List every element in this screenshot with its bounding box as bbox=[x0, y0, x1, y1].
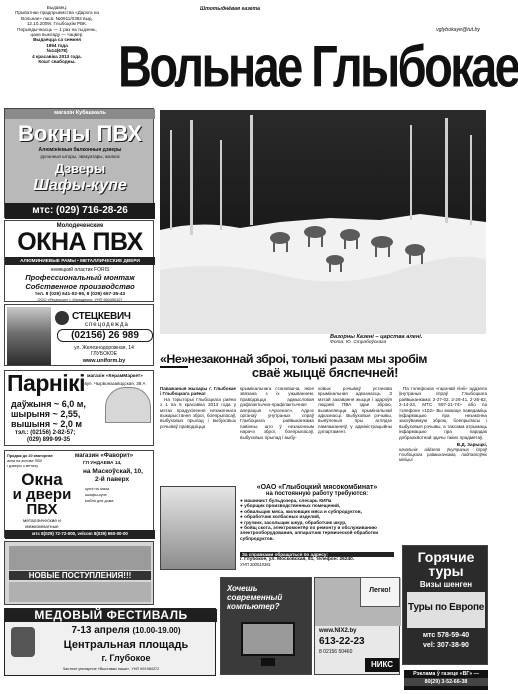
ad-computer-line: компьютер? bbox=[227, 602, 280, 611]
publisher-line: 12.10.2009г. Глыбоцкім РВК. bbox=[26, 21, 88, 27]
ad-web[interactable]: www.uniform.by bbox=[82, 358, 126, 364]
honey-jar-icon bbox=[11, 627, 35, 657]
article-column-3 bbox=[318, 386, 392, 482]
ad-phone: 8 02156 50460 bbox=[319, 649, 353, 655]
ad-honey-festival bbox=[4, 608, 216, 676]
jobs-contact-text: г. Глубокое, ул. Московская, 81, телефон: 26240. bbox=[240, 557, 355, 562]
ad-subline: Алюмініевыя балконныя дзверы bbox=[38, 147, 122, 153]
ad-headline: ОКНА ПВХ bbox=[17, 228, 143, 256]
ad-shop-name: магазін «КерамМаркет» bbox=[87, 374, 143, 379]
ad-service: шкафы-купэ bbox=[85, 493, 107, 497]
footer-label: Рэклама ў газеце «ВГ» — bbox=[413, 671, 479, 677]
article-paragraph: ховых рэчываў установа крымінальная адказнасць. З мэтай захавання жыцця і здароўя людзей ПВА здае зброю, вызваляецца ад крымінальнай адказнасці. Выбуховыя рэчывы, выяўленыя пры аглядзе памяшканняў, у адміністрацыйны дэпартамент. bbox=[318, 386, 392, 435]
ad-headline: и двери bbox=[12, 486, 72, 503]
publisher-line: Перыядычнасць — 1 раз на тыдзень, bbox=[17, 26, 97, 32]
issue-number: №14(678) bbox=[46, 48, 68, 54]
jobs-title: «ОАО «Глыбоцкий мясокомбинат» bbox=[256, 484, 378, 491]
ad-subline: спецодежда bbox=[85, 322, 129, 328]
festival-city: г. Глубокое bbox=[101, 653, 151, 663]
ad-phone: 613-22-23 bbox=[319, 636, 365, 647]
monitor-icon bbox=[241, 622, 295, 656]
ad-shop-name: магазін Кубашкаль bbox=[54, 110, 106, 116]
greenhouse-image bbox=[105, 387, 151, 423]
article-column-4 bbox=[399, 386, 487, 542]
photo-caption bbox=[330, 334, 490, 345]
ad-doors: Дзверы bbox=[54, 161, 106, 176]
ad-subline: металлические и межкомнатные bbox=[23, 519, 61, 530]
festival-title: МЕДОВЫЙ ФЕСТИВАЛЬ bbox=[34, 608, 188, 622]
tours-phone: vel: 307-38-90 bbox=[423, 642, 469, 649]
ad-service: кухні на заказ bbox=[85, 487, 110, 491]
publisher-line: Прыватнае прадпрыемства «Дарога на Вольнае» пасв. №0911/0362 выд. bbox=[15, 10, 99, 21]
ad-phone: (029) 899-99-35 bbox=[27, 437, 71, 443]
tours-title: туры bbox=[428, 563, 464, 579]
masthead-publisher-info bbox=[6, 5, 108, 95]
ad-phone: (02156) 26 989 bbox=[71, 330, 139, 341]
article-signature: В.Д. Зарыцкі, bbox=[456, 442, 487, 448]
ad-note: і дзверы з металу bbox=[7, 464, 39, 468]
publisher-label: Выдавец: bbox=[46, 5, 68, 10]
footer-ad-strip bbox=[404, 670, 488, 690]
ad-headline: Вокны ПВХ bbox=[17, 121, 143, 146]
ad-brand: СТЕЦКЕВИЧ bbox=[72, 311, 131, 322]
ad-note: Продаж до 20 кватэрнае bbox=[7, 454, 53, 458]
deer-photo-image bbox=[160, 110, 486, 334]
job-item: ● обработчик колбасных изделий, bbox=[240, 514, 321, 520]
ad-banner: НОВЫЕ ПОСТУПЛЕНИЯ!!! bbox=[9, 571, 151, 580]
tours-phone: мтс 578-59-40 bbox=[422, 632, 470, 639]
ad-install: Профессиональный монтаж bbox=[25, 273, 135, 282]
ad-address: вул. Чырвоназаводская, 38 А bbox=[84, 381, 146, 386]
job-item: ● грузчик, засольщик шкур, обработчик шкур, bbox=[240, 519, 347, 525]
photo-caption-text: Вазорны Казені – царства алені. bbox=[330, 334, 423, 340]
ad-city: ГЛУБОКОЕ bbox=[90, 351, 118, 357]
masthead-tagline: Штотыднёвая газета bbox=[200, 6, 261, 12]
job-item: ● бойщ скота, электромонтёр по ремонту и обслуживанию электрооборудования, аппаратчик термической обработки субпродуктов. bbox=[240, 525, 379, 541]
ad-headline: Окна bbox=[21, 470, 63, 489]
masthead-email: vglybokaye@tut.by bbox=[436, 27, 480, 33]
ad-image bbox=[9, 546, 151, 570]
article-signature-role: начальнік аддзела ўнутраных спраў Глыбоцкага райвыканкама, падпалкоўнік міліцыі bbox=[399, 447, 487, 463]
tours-europe: Туры по Европе bbox=[408, 602, 484, 613]
ad-hot-tours bbox=[402, 545, 488, 665]
issue-date: 4 красавіка 2013 года. bbox=[32, 53, 82, 59]
jobs-block bbox=[240, 484, 394, 550]
job-item: ● машинист бульдозера, слесарь КИПа bbox=[240, 498, 332, 503]
price-note: Кошт свабодны. bbox=[38, 59, 76, 65]
ad-doors-favorit bbox=[4, 450, 154, 538]
ad-subline: АЛЮМИНИЕВЫЕ РАМЫ • МЕТАЛЛИЧЕСКИЕ ДВЕРИ bbox=[20, 258, 140, 263]
jobs-unp: УНП 300019381 bbox=[240, 562, 271, 567]
ad-legko bbox=[360, 577, 400, 607]
ad-production: Собственное производство bbox=[25, 282, 135, 291]
jobs-contact-title: За справками обращаться по адресу: bbox=[240, 552, 394, 557]
ad-new-arrivals bbox=[4, 541, 154, 605]
ad-windows-molodechno bbox=[4, 220, 154, 302]
headline-line-1: незаконнай зброі, толькі разам мы зробім bbox=[187, 352, 427, 366]
festival-dates bbox=[37, 625, 215, 636]
ad-note: акна на аснове ПВХ bbox=[7, 459, 43, 463]
jobs-subtitle: на постоянную работу требуются: bbox=[265, 491, 369, 497]
deer-photo bbox=[160, 110, 486, 334]
ad-top: Молодеченские bbox=[56, 223, 104, 229]
ad-org: ООО «Ресенсон» г. Молодечно, УНП 690490107 bbox=[37, 298, 123, 302]
ad-profile: немецкий пластик FORIS bbox=[50, 267, 110, 273]
worker-image bbox=[7, 307, 51, 365]
festival-hours: (10.00-19.00) bbox=[132, 626, 181, 635]
publisher-line: Выдаецца са снежня bbox=[33, 37, 81, 43]
tours-title: Горячие bbox=[417, 549, 475, 565]
ad-stetskevich bbox=[4, 304, 154, 366]
jobs-contact bbox=[240, 552, 394, 570]
ad-addr: на Маскоўскай, 10, bbox=[83, 468, 143, 475]
ad-headline: ПВХ bbox=[26, 501, 58, 518]
publisher-line: 1994 года bbox=[46, 42, 68, 48]
ad-windows-kubashkal bbox=[4, 108, 154, 218]
headline-line-2: сваё жыццё бяспечней! bbox=[251, 365, 399, 380]
logo-icon bbox=[55, 311, 69, 325]
ad-shop-name: магазин «Фаворит» bbox=[74, 453, 134, 459]
ad-subline: рулонныя шторы, эвакуатары, жалюзі bbox=[40, 154, 120, 159]
ad-web[interactable]: www.NIX2.by bbox=[319, 628, 357, 634]
ad-computer bbox=[220, 577, 312, 675]
ad-phones: тел. 8 (029) 641-02-95, 8 (029) 657-35-43 bbox=[34, 292, 126, 297]
article-column-1 bbox=[160, 386, 236, 482]
ad-dimension: даўжыня ~ 6,0 м, bbox=[11, 399, 86, 409]
festival-place: Центральная площадь bbox=[63, 639, 189, 651]
ad-brand: НИКС bbox=[370, 660, 394, 669]
photo-credit: Фота: Ю. Страбоўскага bbox=[330, 340, 387, 345]
festival-org: Частное унитарное «Выставки наши», УНП 691984372 bbox=[62, 667, 160, 671]
job-item: ● обвальщик мяса, жиловщик мяса и субпродуктов, bbox=[240, 508, 362, 514]
ad-photo-block bbox=[160, 486, 236, 570]
ad-service: мэбля для дома bbox=[85, 499, 114, 503]
ad-addr: 2-й паверх bbox=[95, 476, 130, 483]
main-headline bbox=[160, 352, 490, 382]
article-paragraph: На тэрыторыі Глыбоцкага раёна з 1 па 5 красавіка 2013 года у мэтах прадухілення незаконнага выкарыстання зброі, боепрыпасаў, выбуховых прылад і выбуховых рэчываў праводзіцца bbox=[160, 396, 236, 429]
footer-phone: 80(29) 3-52-66-38 bbox=[404, 678, 488, 686]
ad-brand: Шафы-купе bbox=[33, 177, 127, 194]
ad-computer-line: Хочешь bbox=[227, 584, 258, 593]
tours-subtitle: Визы шенген bbox=[419, 580, 473, 589]
article-column-2 bbox=[240, 386, 314, 482]
ad-greenhouse bbox=[4, 370, 154, 446]
article-paragraph: крымінальнага становішча, якое звязана з іх ужываннем, праводзіцца адмысловая дэфілактычна-прафілактычная аперацыя «Арсенал». Адрэс органаў унутраных спраў Глыбоцкага райвыканкама павінны, што ў незаконным нарачэ зброі, боепрыпасаў, выбуховых прылад і выбу- bbox=[240, 386, 314, 440]
ad-address: ул. Железнодорожная, 14 bbox=[74, 345, 134, 351]
masthead-title: Вольнае Глыбокае bbox=[118, 32, 518, 99]
article-lead: Паважаныя жыхары г. Глыбокае і Глыбоцкага раёна! bbox=[160, 386, 236, 397]
publisher-line: цана выкладу — чацвер. bbox=[30, 32, 84, 38]
ad-addr: ГЛ УНДАЕВА 14, bbox=[83, 461, 122, 466]
festival-date-range: 7-13 апреля bbox=[71, 625, 130, 636]
ad-brand: Легко! bbox=[369, 587, 391, 594]
ad-computer-line: современный bbox=[227, 593, 283, 602]
ad-headline: Парнікі bbox=[7, 370, 86, 396]
job-item: ● уборщик производственных помещений, bbox=[240, 503, 341, 509]
headline-prefix: «Не» bbox=[160, 352, 188, 366]
ad-dimension: вышыня ~ 2,0 м bbox=[11, 419, 83, 429]
article-paragraph: Па тэлефонах «гарачай лініі» аддзела ўнутраных спраў Глыбоцкага райвыканкама: 2-27-02, 2-26-41, 2-26-82, 2-14-23, МТС 597-21-74» або па тэлефоне «102» Вы можаце паведаміць інфармацыю пра незаконна захоўваемую зброю, боепрыпасы і выбуховыя рэчывы, а таксама атрымаць інфармацыю пра парадак добраахвотнай здачы таких прадметаў. bbox=[399, 386, 487, 440]
ad-phone: мтс: (029) 716-28-26 bbox=[32, 205, 128, 216]
ad-phone: тэл.: (02156) 2-82-57; bbox=[15, 430, 76, 436]
ad-dimension: шырыня ~ 2,55, bbox=[11, 409, 81, 419]
ad-phones: мтс 8(029) 72-72-000, velcom 8(029) 660-00-00 bbox=[32, 531, 128, 536]
